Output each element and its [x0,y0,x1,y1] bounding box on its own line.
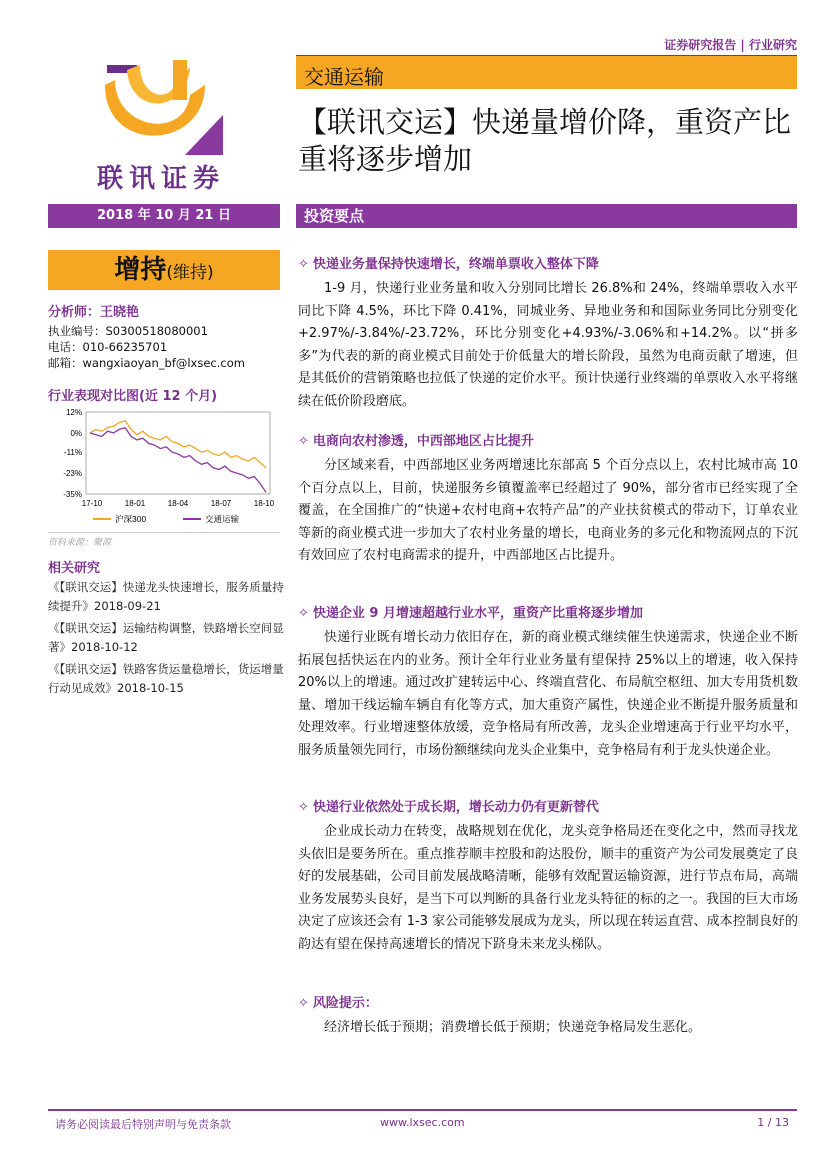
footer-divider [48,1109,797,1111]
footer-url[interactable]: www.lxsec.com [380,1116,465,1129]
related-item[interactable]: 《【联讯交运】铁路客货运量稳增长，货运增量行动见成效》2018-10-15 [48,662,284,695]
diamond-icon: ✧ [298,257,309,272]
chart-frame [86,412,270,494]
section-heading: ✧ 电商向农村渗透，中西部地区占比提升 [298,434,534,449]
section-heading: ✧ 快递业务量保持快速增长，终端单票收入整体下降 [298,257,599,272]
section-1 [298,253,798,413]
y-tick-label: 12% [65,408,82,417]
related-title: 相关研究 [48,561,101,576]
diamond-icon: ✧ [298,434,309,449]
section-2 [298,430,798,568]
x-tick-label: 18-01 [124,499,146,508]
section-body: 企业成长动力在转变，战略规划在优化，龙头竞争格局还在变化之中，然而寻找龙头依旧是要务所在。重点推荐顺丰控股和韵达股份，顺丰的重资产为公司发展奠定了良好的发展基础，公司目前发展战略清晰，能够有效配置运输资源，进行节点布局，高端业务发展势头良好，是当下可以判断的具备行业龙头特征的标的之一。我国的巨大市场决定了应该还会有 1-3 家公司能够发展成为龙头，所以现在转运直营、成本控制良好的韵达有望在保持高速增长的情况下跻身未来龙头梯队。 [298,824,798,952]
related-item[interactable]: 《【联讯交运】快递龙头快速增长，服务质量持续提升》2018-09-21 [48,580,284,613]
legend-label: 交通运输 [205,514,240,524]
related-list [48,578,284,701]
rating-main: 增持 [114,255,167,285]
performance-chart [48,402,280,533]
x-tick-label: 18-04 [167,499,189,508]
chart-source: 资料来源：聚源 [48,538,112,548]
analyst-email: 邮箱：wangxiaoyan_bf@lxsec.com [48,356,245,370]
footer-disclaimer[interactable]: 请务必阅读最后特别声明与免责条款 [55,1118,231,1131]
report-title: 【联讯交运】快递量增价降，重资产比重将逐步增加 [298,105,792,176]
series-line-transport [90,428,266,493]
footer-page: 1 / 13 [757,1116,789,1129]
y-tick-label: -23% [63,469,82,479]
report-type: 证券研究报告 | 行业研究 [664,38,797,52]
section-4 [298,796,798,956]
company-logo-icon [105,60,225,155]
diamond-icon: ✧ [298,800,309,815]
analyst-license: 执业编号：S0300518080001 [48,324,208,338]
section-body: 1-9 月，快递行业业务量和收入分别同比增长 26.8%和 24%，终端单票收入水平同比下降 4.5%，环比下降 0.41%，同城业务、异地业务和和国际业务同比分别变化+2.97%/-3.84%/-23.72%，环比分别变化+4.93%/-3.06%和+14.2%。以“拼多多”为代表的新的商业模式目前处于价低量大的增长阶段，虽然为电商贡献了增速，但是其低价的营销策略也拉低了快递的定价水平。预计快递行业终端的单票收入水平将继续在低价阶段磨底。 [298,281,798,409]
section-heading: ✧ 快递企业 9 月增速超越行业水平，重资产比重将逐步增加 [298,606,644,621]
legend-label: 沪深300 [115,514,147,524]
section-heading: ✧ 风险提示： [298,996,378,1011]
diamond-icon: ✧ [298,606,309,621]
section-body: 分区域来看，中西部地区业务两增速比东部高 5 个百分点以上，农村比城市高 10 个百分点以上，目前，快递服务乡镇覆盖率已经超过了 90%，部分省市已经实现了全覆盖，在全国推广的“快递+农村电商+农特产品”的产业扶贫模式的带动下，订单农业等新的商业模式进一步加大了农村业务量的增长，电商业务的多元化和物流网点的下沉有效回应了农村电商需求的提升，中西部地区占比提升。 [298,458,798,563]
analyst-name: 分析师：王晓艳 [48,305,140,320]
y-tick-label: -11% [63,448,82,458]
x-tick-label: 17-10 [81,499,103,508]
section-5 [298,992,798,1040]
key-points-label: 投资要点 [304,207,365,225]
y-tick-label: -35% [63,490,82,499]
section-heading: ✧ 快递行业依然处于成长期，增长动力仍有更新替代 [298,800,599,815]
analyst-info [48,305,283,371]
diamond-icon: ✧ [298,996,309,1011]
report-date: 2018 年 10 月 21 日 [48,204,280,228]
analyst-phone: 电话：010-66235701 [48,340,168,354]
y-tick-label: 0% [70,428,82,438]
section-body: 快递行业既有增长动力依旧存在，新的商业模式继续催生快递需求，快递企业不断拓展包括快运在内的业务。预计全年行业业务量有望保持 25%以上的增速，收入保持 20%以上的增速。通过改扩建转运中心、终端直营化、布局航空枢纽、加大专用货机数量、增加干线运输车辆自有化等方式，加大重资产属性，快递企业不断提升服务质量和处理效率。行业增速整体放缓，竞争格局有所改善，龙头企业增速高于行业平均水平，服务质量领先同行，市场份额继续向龙头企业集中，竞争格局有利于龙头快递企业。 [298,630,798,758]
sector-label: 交通运输 [304,65,384,89]
section-3 [298,602,798,762]
series-line-hs300 [90,421,266,468]
related-item[interactable]: 《【联讯交运】运输结构调整，铁路增长空间显著》2018-10-12 [48,621,284,654]
key-points-bar [296,204,797,228]
logo-text: 联讯证券 [97,164,226,194]
rating-box [48,250,280,290]
chart-title: 行业表现对比图(近 12 个月) [48,389,218,404]
x-tick-label: 18-07 [210,499,232,508]
rating-sub: (维持) [166,263,214,283]
sector-bar [296,56,797,89]
x-tick-label: 18-10 [253,499,275,508]
section-body: 经济增长低于预期；消费增长低于预期；快递竞争格局发生恶化。 [324,1020,702,1035]
